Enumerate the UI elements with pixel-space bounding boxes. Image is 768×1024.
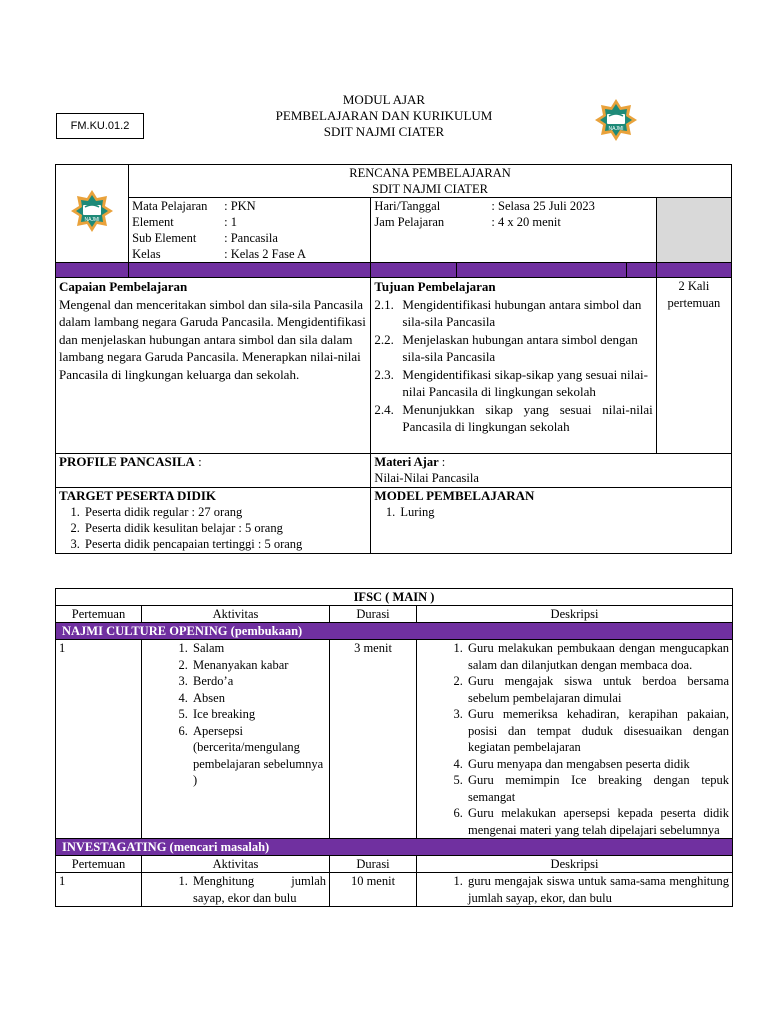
jam-label: Jam Pelajaran (374, 215, 445, 229)
subject-info-cell (129, 198, 371, 263)
tujuan-item: 2.1. Mengidentifikasi hubungan antara simbol dan sila-sila Pancasila (374, 296, 642, 329)
deskripsi-item: 3. Guru memeriksa kehadiran, kerapihan pakaian, posisi dan tempat duduk disesuaikan dengan kegiatan pembelajaran (466, 706, 729, 756)
najmi-logo-icon (593, 97, 639, 143)
header-line-1: MODUL AJAR (342, 92, 426, 107)
durasi-cell: 10 menit (330, 873, 417, 907)
purple-divider (656, 263, 731, 278)
header-line-3: SDIT NAJMI CIATER (323, 124, 445, 139)
rpp-title-2: SDIT NAJMI CIATER (372, 182, 488, 196)
header-line-2: PEMBELAJARAN DAN KURIKULUM (275, 108, 493, 123)
aktivitas-item: 1. Menghitung jumlah sayap, ekor dan bulu (191, 873, 326, 906)
target-item: 1. Peserta didik regular : 27 orang (83, 504, 367, 520)
aktivitas-item: 5. Ice breaking (191, 706, 326, 723)
grey-cell (656, 198, 731, 263)
capaian-text: Mengenal dan menceritakan simbol dan sila-sila Pancasila dalam lambang negara Garuda Pancasila. Mengidentifikasi dan menjelaskan hubungan antara simbol dan sila dalam lambang negara Garuda Pancasila. Menerapkan nilai-nilai Pancasila di lingkungan keluarga dan sekolah. (59, 296, 366, 382)
rpp-title-cell (129, 165, 732, 198)
hari-label: Hari/Tanggal (374, 199, 441, 213)
school-logo (593, 97, 639, 147)
aktivitas-item: 1. Salam (191, 640, 326, 657)
pertemuan-count: 2 Kali pertemuan (656, 278, 731, 454)
target-item: 3. Peserta didik pencapaian tertinggi : 5 orang (83, 536, 367, 552)
purple-divider (129, 263, 371, 278)
subelement-label: Sub Element (132, 231, 197, 245)
purple-divider (56, 263, 129, 278)
target-item: 2. Peserta didik kesulitan belajar : 5 orang (83, 520, 367, 536)
pertemuan-cell: 1 (56, 640, 142, 839)
capaian-cell (56, 278, 371, 454)
profile-cell: PROFILE PANCASILA : (56, 454, 371, 488)
deskripsi-cell (417, 640, 733, 839)
column-header: Deskripsi (417, 606, 733, 623)
deskripsi-cell (417, 873, 733, 907)
ifsc-table (55, 588, 733, 907)
section-heading: INVESTAGATING (mencari masalah) (56, 839, 733, 856)
deskripsi-item: 6. Guru melakukan apersepsi kepada peserta didik mengenai materi yang telah dipelajari sebelumnya (466, 805, 729, 838)
tujuan-item: 2.3. Mengidentifikasi sikap-sikap yang sesuai nilai-nilai Pancasila di lingkungan sekolah (374, 366, 648, 399)
target-title: TARGET PESERTA DIDIK (59, 488, 217, 503)
aktivitas-item: 6. Apersepsi (bercerita/mengulang pembelajaran sebelumnya ) (191, 723, 326, 789)
hari-value: : Selasa 25 Juli 2023 (491, 199, 595, 213)
column-header: Durasi (330, 606, 417, 623)
target-cell (56, 488, 371, 554)
purple-divider (371, 263, 456, 278)
column-header: Pertemuan (56, 606, 142, 623)
model-item: 1. Luring (398, 504, 728, 520)
model-cell (371, 488, 732, 554)
table-logo-cell (56, 165, 129, 263)
column-header: Pertemuan (56, 856, 142, 873)
materi-cell: Materi Ajar : Nilai-Nilai Pancasila (371, 454, 732, 488)
kelas-value: : Kelas 2 Fase A (224, 247, 307, 261)
tujuan-title: Tujuan Pembelajaran (374, 279, 496, 294)
element-label: Element (132, 215, 174, 229)
aktivitas-cell (142, 873, 330, 907)
column-header: Aktivitas (142, 856, 330, 873)
column-header: Durasi (330, 856, 417, 873)
mapel-label: Mata Pelajaran (132, 199, 208, 213)
aktivitas-item: 4. Absen (191, 690, 326, 707)
rpp-title-1: RENCANA PEMBELAJARAN (349, 166, 511, 180)
najmi-logo-icon (69, 188, 115, 234)
aktivitas-item: 3. Berdo’a (191, 673, 326, 690)
ifsc-title: IFSC ( MAIN ) (56, 589, 733, 606)
deskripsi-item: 1. Guru melakukan pembukaan dengan mengucapkan salam dan dilanjutkan dengan membaca doa. (466, 640, 729, 673)
element-value: : 1 (224, 215, 237, 229)
model-title: MODEL PEMBELAJARAN (374, 488, 535, 503)
tujuan-item: 2.4. Menunjukkan sikap yang sesuai nilai-nilai Pancasila di lingkungan sekolah (374, 401, 653, 434)
profile-title: PROFILE PANCASILA (59, 454, 195, 469)
deskripsi-item: 4. Guru menyapa dan mengabsen peserta didik (466, 756, 729, 773)
aktivitas-cell (142, 640, 330, 839)
svg-text:NAJMI: NAJMI (608, 126, 624, 132)
form-code-box (56, 113, 144, 139)
purple-divider (456, 263, 626, 278)
rencana-pembelajaran-table (55, 164, 732, 554)
tujuan-item: 2.2. Menjelaskan hubungan antara simbol dengan sila-sila Pancasila (374, 331, 638, 364)
form-code: FM.KU.01.2 (70, 119, 130, 132)
tujuan-cell (371, 278, 656, 454)
mapel-value: : PKN (224, 199, 256, 213)
schedule-info-cell (371, 198, 656, 263)
deskripsi-item: 5. Guru memimpin Ice breaking dengan tepuk semangat (466, 772, 729, 805)
durasi-cell: 3 menit (330, 640, 417, 839)
svg-text:NAJMI: NAJMI (84, 217, 100, 224)
subelement-value: : Pancasila (224, 231, 278, 245)
purple-divider (626, 263, 656, 278)
materi-title: Materi Ajar (374, 455, 439, 469)
capaian-title: Capaian Pembelajaran (59, 279, 188, 294)
section-heading: NAJMI CULTURE OPENING (pembukaan) (56, 623, 733, 640)
column-header: Aktivitas (142, 606, 330, 623)
jam-value: : 4 x 20 menit (491, 215, 561, 229)
column-header: Deskripsi (417, 856, 733, 873)
kelas-label: Kelas (132, 247, 161, 261)
deskripsi-item: 1. guru mengajak siswa untuk sama-sama menghitung jumlah sayap, ekor, dan bulu (466, 873, 729, 906)
materi-value: Nilai-Nilai Pancasila (374, 471, 479, 485)
aktivitas-item: 2. Menanyakan kabar (191, 657, 326, 674)
deskripsi-item: 2. Guru mengajak siswa untuk berdoa bersama sebelum pembelajaran dimulai (466, 673, 729, 706)
pertemuan-cell: 1 (56, 873, 142, 907)
